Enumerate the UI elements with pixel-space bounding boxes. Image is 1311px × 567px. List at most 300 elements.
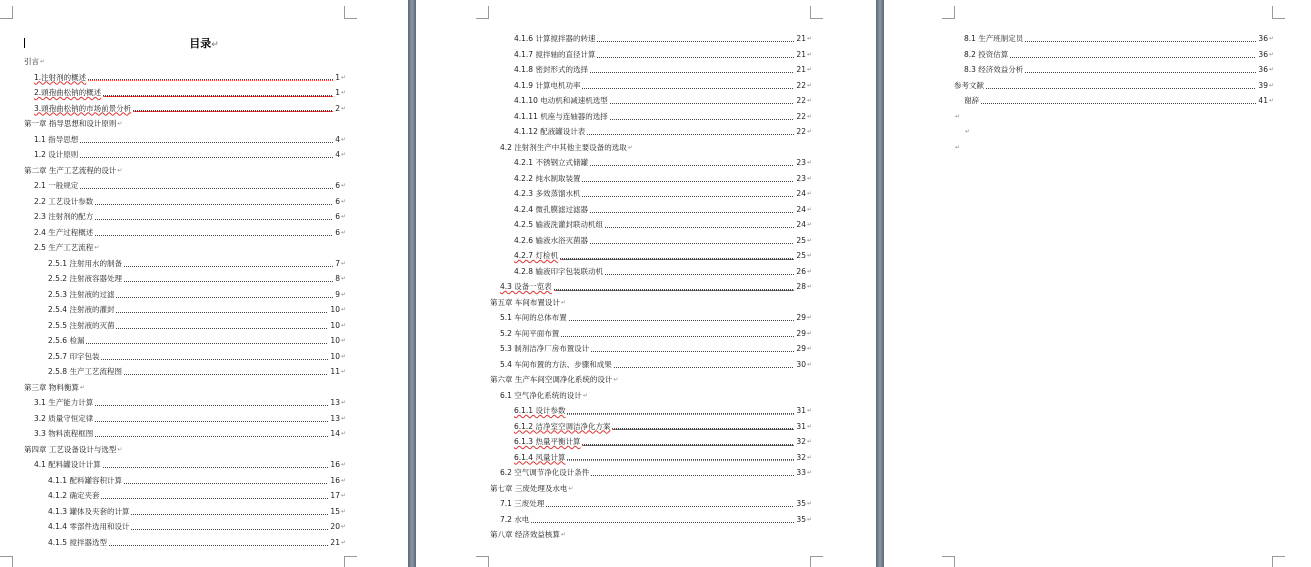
toc-entry-text: 6.1.2 洁净室空调洁净化方案 [514, 421, 611, 431]
toc-entry[interactable] [954, 109, 1274, 125]
crop-mark [810, 6, 823, 19]
toc-entry[interactable] [490, 388, 812, 404]
toc-entry-page: 13 [330, 413, 340, 423]
toc-entry[interactable] [24, 256, 346, 272]
toc-entry-page: 26 [796, 266, 806, 276]
toc-entry[interactable] [954, 31, 1274, 47]
paragraph-mark-icon: ↵ [806, 515, 812, 523]
paragraph-mark-icon: ↵ [340, 290, 346, 298]
document-page-1 [0, 0, 408, 567]
paragraph-mark-icon: ↵ [806, 345, 812, 352]
toc-entry-page: 9 [335, 289, 340, 299]
paragraph-mark-icon: ↵ [340, 275, 346, 282]
toc-entry[interactable] [24, 147, 346, 163]
toc-entry-text: 4.1.4 零部件选用和设计 [48, 522, 130, 531]
page-gap [408, 0, 416, 567]
toc-dot-leader [590, 165, 794, 166]
toc-entry-text: 第二章 生产工艺流程的设计 [24, 165, 117, 175]
paragraph-mark-icon: ↵ [340, 182, 346, 189]
toc-entry[interactable] [490, 403, 812, 419]
paragraph-mark-icon: ↵ [627, 143, 633, 151]
toc-entry[interactable] [490, 357, 812, 373]
paragraph-mark-icon: ↵ [806, 66, 812, 73]
toc-entry-text: 6.1 空气净化系统的设计 [500, 390, 582, 400]
toc-entry[interactable] [24, 70, 346, 86]
toc-dot-leader [116, 328, 328, 329]
paragraph-mark-icon: ↵ [560, 298, 566, 306]
toc-entry[interactable] [490, 155, 812, 171]
paragraph-mark-icon: ↵ [806, 190, 812, 197]
crop-mark [1272, 6, 1285, 19]
toc-entry-page: 23 [796, 158, 806, 167]
toc-entry[interactable] [490, 233, 812, 249]
toc-entry-text: 1.2 设计原则 [34, 150, 79, 159]
paragraph-mark-icon: ↵ [1268, 97, 1274, 104]
toc-entry[interactable] [24, 85, 346, 101]
toc-dot-leader [101, 359, 328, 360]
toc-entry[interactable] [490, 341, 812, 357]
toc-entry-text: 第三章 物料衡算 [24, 382, 79, 392]
toc-entry-text: 8.2 投资估算 [964, 49, 1009, 59]
toc-dot-leader [531, 522, 794, 523]
crop-mark [1272, 556, 1285, 567]
toc-entry-page: 23 [796, 173, 806, 183]
paragraph-mark-icon: ↵ [806, 236, 812, 244]
paragraph-mark-icon: ↵ [806, 35, 812, 42]
toc-dot-leader [124, 266, 333, 267]
paragraph-mark-icon: ↵ [340, 538, 346, 546]
toc-dot-leader [587, 134, 794, 135]
toc-entry-text: 2.5.4 注射液的灌封 [48, 305, 115, 314]
toc-entry[interactable] [490, 78, 812, 94]
toc-dot-leader [124, 281, 333, 282]
toc-entry-text: 4.2.6 输液水浴灭菌器 [514, 235, 588, 245]
toc-entry-text: 8.3 经济效益分析 [964, 65, 1024, 74]
toc-entry-text: 谢辞 [964, 96, 979, 105]
toc-entry[interactable] [490, 62, 812, 78]
paragraph-mark-icon: ↵ [806, 221, 812, 228]
toc-entry-text: 4.1 配料罐设计计算 [34, 460, 101, 469]
toc-entry-page: 7 [335, 258, 340, 268]
toc-entry-text: 2.4 生产过程概述 [34, 227, 94, 237]
toc-entry[interactable] [24, 54, 346, 70]
paragraph-mark-icon: ↵ [117, 166, 123, 174]
toc-dot-leader [610, 103, 795, 104]
toc-entry-page: 32 [796, 452, 806, 462]
toc-entry-text: 5.1 车间的总体布置 [500, 313, 567, 322]
toc-entry-text: 6.2 空气调节净化设计条件 [500, 468, 590, 477]
toc-entry[interactable] [490, 217, 812, 233]
toc-dot-leader [109, 545, 328, 546]
toc-dot-leader [590, 243, 794, 244]
toc-entry[interactable] [490, 512, 812, 528]
toc-entry-text: 4.2.8 输液印字包装联动机 [514, 266, 603, 276]
toc-entry-page: 6 [335, 196, 340, 206]
paragraph-mark-icon: ↵ [806, 267, 812, 275]
toc-list [490, 31, 812, 543]
toc-entry[interactable] [490, 109, 812, 125]
toc-dot-leader [80, 188, 333, 189]
toc-entry-page: 21 [330, 537, 340, 547]
toc-entry[interactable] [490, 264, 812, 280]
paragraph-mark-icon: ↵ [806, 329, 812, 337]
toc-entry-page: 29 [796, 344, 806, 353]
toc-entry[interactable] [24, 519, 346, 535]
paragraph-mark-icon: ↵ [40, 58, 46, 65]
crop-mark [0, 556, 13, 567]
crop-mark [344, 556, 357, 567]
toc-entry[interactable] [24, 318, 346, 334]
toc-entry[interactable] [490, 434, 812, 450]
document-page-3 [884, 0, 1311, 567]
toc-entry-text: 5.2 车间平面布置 [500, 328, 560, 338]
toc-dot-leader [614, 367, 795, 368]
paragraph-mark-icon: ↵ [806, 128, 812, 135]
paragraph-mark-icon: ↵ [340, 321, 346, 329]
toc-dot-leader [605, 274, 794, 275]
toc-entry-page: 25 [796, 251, 806, 260]
toc-dot-leader [124, 374, 328, 375]
toc-entry-text: 1.1 指导思想 [34, 134, 79, 144]
toc-dot-leader [103, 467, 329, 468]
toc-entry-text: 2.3 注射剂的配方 [34, 212, 94, 221]
toc-entry[interactable] [490, 186, 812, 202]
toc-entry-text: 8.1 生产班制定员 [964, 34, 1024, 43]
toc-entry-text: 5.3 制剂洁净厂房布置设计 [500, 344, 590, 353]
toc-dot-leader [131, 529, 328, 530]
paragraph-mark-icon: ↵ [806, 252, 812, 259]
crop-mark [0, 6, 13, 19]
paragraph-mark-icon: ↵ [340, 461, 346, 468]
toc-entry-page: 6 [335, 227, 340, 237]
toc-dot-leader [605, 227, 794, 228]
toc-entry-text: 3.1 生产能力计算 [34, 398, 94, 407]
toc-entry-page: 13 [330, 398, 340, 407]
toc-dot-leader [1010, 57, 1256, 58]
toc-dot-leader [610, 119, 795, 120]
toc-entry-page: 17 [330, 491, 340, 500]
paragraph-mark-icon: ↵ [806, 453, 812, 461]
toc-entry-text: 4.1.3 罐体及夹套的计算 [48, 506, 130, 516]
toc-entry-text: 参考文献 [954, 80, 984, 90]
toc-entry[interactable] [490, 527, 812, 543]
toc-entry-page: 10 [330, 336, 340, 345]
toc-entry-page: 11 [330, 367, 340, 376]
toc-entry-page: 16 [330, 460, 340, 469]
toc-entry[interactable] [24, 380, 346, 396]
toc-entry-page: 36 [1258, 49, 1268, 59]
toc-entry-page: 21 [796, 65, 806, 74]
toc-entry-text: 2.1 一般规定 [34, 181, 79, 190]
toc-entry-text: 第八章 经济效益核算 [490, 530, 560, 539]
toc-entry[interactable] [490, 124, 812, 140]
paragraph-mark-icon: ↵ [806, 97, 812, 104]
paragraph-mark-icon: ↵ [806, 112, 812, 120]
paragraph-mark-icon: ↵ [94, 244, 100, 251]
toc-dot-leader [133, 110, 333, 112]
paragraph-mark-icon: ↵ [340, 352, 346, 360]
toc-entry[interactable] [24, 411, 346, 427]
toc-dot-leader [567, 459, 794, 461]
paragraph-mark-icon: ↵ [79, 383, 85, 391]
paragraph-mark-icon: ↵ [806, 438, 812, 445]
toc-dot-leader [95, 436, 328, 437]
toc-entry-text: 1.注射剂的概述 [34, 72, 87, 82]
toc-entry-text: 2.5.6 检漏 [48, 336, 85, 345]
toc-dot-leader [554, 289, 795, 291]
paragraph-mark-icon: ↵ [806, 174, 812, 182]
toc-dot-leader [88, 79, 333, 81]
toc-entry[interactable] [490, 465, 812, 481]
toc-entry[interactable] [24, 101, 346, 117]
toc-entry[interactable] [24, 457, 346, 473]
toc-dot-leader [95, 405, 328, 406]
toc-entry-page: 10 [330, 320, 340, 330]
toc-dot-leader [103, 95, 333, 97]
paragraph-mark-icon: ↵ [340, 228, 346, 236]
toc-dot-leader [582, 88, 794, 89]
paragraph-mark-icon: ↵ [1268, 35, 1274, 42]
page-gap [876, 0, 884, 567]
toc-entry-text: 4.1.8 密封形式的选择 [514, 65, 588, 74]
toc-entry[interactable] [490, 326, 812, 342]
toc-entry[interactable] [490, 202, 812, 218]
toc-dot-leader [582, 444, 794, 446]
toc-entry-text: 4.2 注射剂生产中其他主要设备的选取 [500, 142, 627, 152]
toc-dot-leader [597, 41, 794, 42]
paragraph-mark-icon: ↵ [806, 314, 812, 321]
toc-entry-text: 4.1.12 配液罐设计表 [514, 127, 586, 136]
toc-entry[interactable] [490, 248, 812, 264]
toc-dot-leader [590, 212, 794, 213]
toc-entry[interactable] [24, 271, 346, 287]
toc-entry-text: 第七章 三废处理及水电 [490, 483, 568, 493]
toc-entry[interactable] [24, 240, 346, 256]
toc-entry-page: 30 [796, 359, 806, 369]
toc-entry[interactable] [954, 78, 1274, 94]
toc-dot-leader [582, 196, 794, 197]
toc-entry-page: 24 [796, 189, 806, 198]
toc-dot-leader [1025, 72, 1256, 73]
toc-entry-text: 4.2.2 纯水制取装置 [514, 173, 581, 183]
toc-entry-page: 35 [796, 514, 806, 524]
toc-entry-page: 20 [330, 522, 340, 531]
toc-dot-leader [86, 343, 328, 344]
paragraph-mark-icon: ↵ [1268, 66, 1274, 73]
toc-entry[interactable] [24, 287, 346, 303]
toc-entry[interactable] [490, 140, 812, 156]
toc-entry[interactable] [24, 333, 346, 349]
toc-entry[interactable] [490, 419, 812, 435]
document-page-2 [416, 0, 876, 567]
paragraph-mark-icon: ↵ [211, 40, 219, 50]
toc-entry[interactable] [24, 349, 346, 365]
toc-entry-text: 2.5.1 注射用水的制备 [48, 258, 122, 268]
toc-dot-leader [569, 320, 795, 321]
toc-entry-text: 4.1.7 搅拌轴的直径计算 [514, 49, 596, 59]
toc-entry-text: 4.2.4 微孔膜滤过滤器 [514, 204, 588, 214]
toc-entry-page: 33 [796, 468, 806, 477]
paragraph-mark-icon: ↵ [340, 89, 346, 96]
toc-entry[interactable] [490, 481, 812, 497]
toc-entry[interactable] [954, 93, 1274, 109]
toc-title-text: 目录 [189, 37, 212, 50]
toc-entry[interactable] [954, 140, 1274, 156]
paragraph-mark-icon: ↵ [965, 128, 971, 135]
toc-entry[interactable] [24, 302, 346, 318]
toc-entry[interactable] [490, 310, 812, 326]
toc-dot-leader [124, 483, 328, 484]
toc-entry-page: 4 [335, 134, 340, 144]
paragraph-mark-icon: ↵ [806, 422, 812, 430]
toc-entry-page: 1 [335, 72, 340, 82]
toc-entry[interactable] [490, 93, 812, 109]
toc-entry-page: 22 [796, 96, 806, 105]
toc-entry-page: 36 [1258, 65, 1268, 74]
paragraph-mark-icon: ↵ [340, 197, 346, 205]
toc-entry-page: 31 [796, 406, 806, 415]
toc-entry-page: 24 [796, 220, 806, 229]
toc-entry-page: 39 [1258, 80, 1268, 90]
toc-entry[interactable] [24, 163, 346, 179]
toc-entry-page: 36 [1258, 34, 1268, 43]
toc-list [24, 54, 346, 550]
toc-entry-text: 2.5.8 生产工艺流程图 [48, 367, 122, 376]
toc-entry[interactable] [954, 62, 1274, 78]
paragraph-mark-icon: ↵ [806, 159, 812, 166]
toc-entry-text: 4.1.5 搅拌器选型 [48, 537, 107, 547]
paragraph-mark-icon: ↵ [340, 337, 346, 344]
toc-entry[interactable] [24, 194, 346, 210]
toc-entry-page: 29 [796, 313, 806, 322]
toc-entry-page: 2 [335, 103, 340, 113]
toc-dot-leader [116, 312, 328, 313]
toc-entry-text: 4.1.2 确定夹套 [48, 491, 100, 500]
toc-entry[interactable] [24, 535, 346, 551]
toc-entry-page: 10 [330, 305, 340, 314]
toc-entry-page: 8 [335, 274, 340, 283]
paragraph-mark-icon: ↵ [1268, 50, 1274, 58]
toc-entry-text: 4.1.6 计算搅拌器的转速 [514, 34, 596, 43]
toc-entry[interactable] [490, 295, 812, 311]
toc-entry-text: 4.1.11 机座与连轴器的选择 [514, 111, 608, 121]
paragraph-mark-icon: ↵ [340, 306, 346, 313]
toc-entry-text: 2.5.7 印字包装 [48, 351, 100, 361]
paragraph-mark-icon: ↵ [806, 50, 812, 58]
toc-entry[interactable] [490, 450, 812, 466]
toc-dot-leader [591, 351, 794, 352]
toc-entry-text: 7.2 水电 [500, 514, 530, 524]
toc-dot-leader [591, 475, 794, 476]
toc-entry-page: 22 [796, 127, 806, 136]
toc-dot-leader [95, 235, 333, 236]
toc-entry-text: 引言 [24, 57, 39, 66]
crop-mark [942, 6, 955, 19]
paragraph-mark-icon: ↵ [560, 531, 566, 538]
paragraph-mark-icon: ↵ [340, 476, 346, 484]
crop-mark [810, 556, 823, 567]
toc-entry[interactable] [954, 47, 1274, 63]
paragraph-mark-icon: ↵ [955, 143, 961, 151]
toc-dot-leader [597, 57, 794, 58]
toc-entry[interactable] [24, 504, 346, 520]
paragraph-mark-icon: ↵ [340, 368, 346, 375]
toc-entry-page: 14 [330, 429, 340, 438]
toc-entry[interactable] [490, 171, 812, 187]
toc-entry[interactable] [24, 473, 346, 489]
paragraph-mark-icon: ↵ [806, 205, 812, 213]
toc-entry-text: 4.1.10 电动机和减速机选型 [514, 96, 608, 105]
paragraph-mark-icon: ↵ [806, 360, 812, 368]
toc-dot-leader [981, 103, 1256, 104]
toc-dot-leader [95, 204, 333, 205]
toc-dot-leader [986, 88, 1256, 89]
toc-entry[interactable] [24, 116, 346, 132]
toc-title [0, 35, 408, 51]
toc-entry[interactable] [954, 124, 1274, 140]
toc-entry-page: 6 [335, 212, 340, 221]
toc-entry-page: 41 [1258, 96, 1268, 105]
toc-dot-leader [546, 506, 794, 507]
paragraph-mark-icon: ↵ [806, 500, 812, 507]
toc-list [954, 31, 1274, 155]
toc-entry-text: 5.4 车间布置的方法、步骤和成果 [500, 359, 612, 369]
paragraph-mark-icon: ↵ [340, 523, 346, 530]
toc-entry-text: 4.2.5 输液洗灌封联动机组 [514, 220, 603, 229]
toc-entry-text: 6.1.1 设计参数 [514, 406, 566, 415]
toc-entry[interactable] [490, 31, 812, 47]
paragraph-mark-icon: ↵ [568, 484, 574, 492]
toc-dot-leader [561, 336, 794, 337]
paragraph-mark-icon: ↵ [340, 430, 346, 437]
paragraph-mark-icon: ↵ [340, 104, 346, 112]
toc-entry[interactable] [490, 47, 812, 63]
paragraph-mark-icon: ↵ [117, 445, 123, 453]
toc-dot-leader [567, 413, 794, 415]
toc-entry-text: 2.頭孢曲松钠的概述 [34, 88, 102, 97]
toc-entry-text: 2.5 生产工艺流程 [34, 243, 94, 252]
toc-entry[interactable] [24, 488, 346, 504]
toc-dot-leader [590, 72, 794, 73]
paragraph-mark-icon: ↵ [340, 73, 346, 81]
toc-dot-leader [560, 258, 794, 260]
toc-entry[interactable] [490, 372, 812, 388]
toc-entry[interactable] [24, 426, 346, 442]
toc-dot-leader [131, 514, 328, 515]
toc-entry[interactable] [24, 132, 346, 148]
paragraph-mark-icon: ↵ [582, 391, 588, 399]
paragraph-mark-icon: ↵ [1268, 81, 1274, 89]
toc-entry-text: 7.1 三废处理 [500, 499, 545, 508]
toc-entry[interactable] [24, 442, 346, 458]
toc-entry[interactable] [24, 225, 346, 241]
toc-dot-leader [101, 498, 328, 499]
toc-entry[interactable] [24, 395, 346, 411]
toc-entry[interactable] [490, 496, 812, 512]
toc-dot-leader [80, 157, 333, 158]
toc-entry-text: 2.5.5 注射液的灭菌 [48, 320, 115, 330]
toc-entry[interactable] [24, 209, 346, 225]
paragraph-mark-icon: ↵ [340, 135, 346, 143]
toc-entry-page: 28 [796, 282, 806, 291]
toc-entry[interactable] [24, 178, 346, 194]
toc-entry[interactable] [24, 364, 346, 380]
toc-entry-text: 4.2.7 灯检机 [514, 251, 558, 260]
toc-entry-page: 22 [796, 80, 806, 90]
toc-entry[interactable] [490, 279, 812, 295]
toc-entry-text: 2.5.2 注射液容器处理 [48, 274, 122, 283]
crop-mark [942, 556, 955, 567]
